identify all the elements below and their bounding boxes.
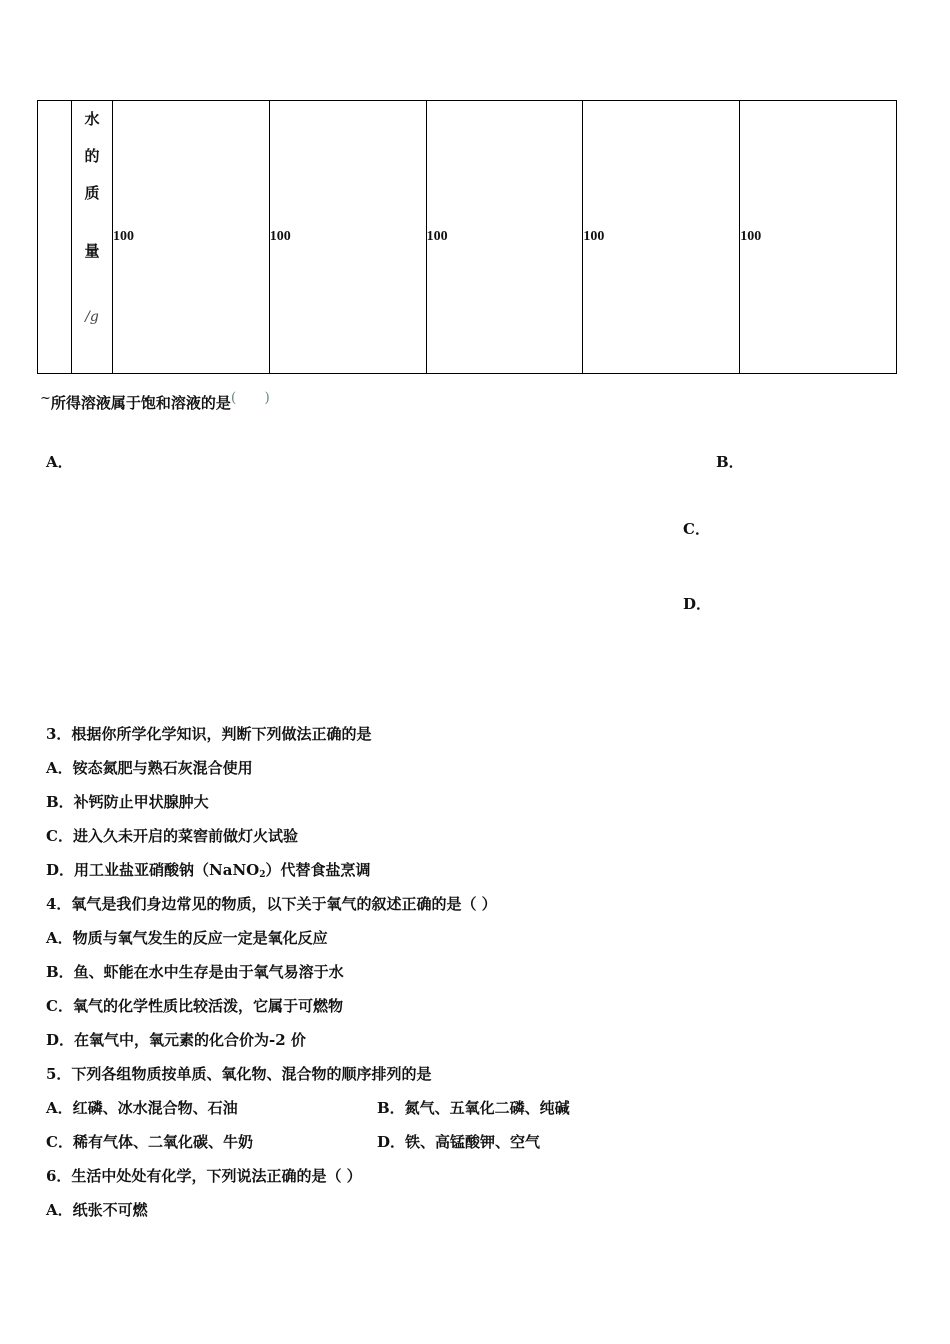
table-cell-empty — [38, 101, 72, 374]
question-3-option-c: C．进入久未开启的菜窖前做灯火试验 — [46, 827, 298, 845]
row-label-char: 的 — [84, 147, 100, 165]
question-5-stem: 5．下列各组物质按单质、氧化物、混合物的顺序排列的是 — [46, 1065, 432, 1083]
row-label-char: 质 — [84, 184, 100, 202]
row-label-char: 量 — [84, 242, 100, 260]
question-2-text: 所得溶液属于饱和溶液的是 — [50, 394, 231, 412]
data-table — [37, 100, 897, 374]
table-cell-value: 100 — [269, 101, 426, 374]
row-label-cell — [72, 101, 113, 374]
question-5-option-b: B．氮气、五氧化二磷、纯碱 — [377, 1099, 570, 1117]
question-6-stem: 6．生活中处处有化学，下列说法正确的是（ ） — [46, 1167, 362, 1185]
table-cell-value: 100 — [740, 101, 897, 374]
question-4-option-a: A．物质与氧气发生的反应一定是氧化反应 — [46, 929, 328, 947]
question-6-option-a: A．纸张不可燃 — [46, 1201, 148, 1219]
question-4-option-b: B．鱼、虾能在水中生存是由于氧气易溶于水 — [46, 963, 344, 981]
question-3-option-d — [46, 860, 371, 885]
question-3-option-d-prefix: D．用工业盐亚硝酸钠（NaNO — [46, 861, 260, 879]
option-a-label: A． — [46, 453, 73, 471]
question-5-option-d: D．铁、高锰酸钾、空气 — [377, 1133, 541, 1151]
question-2-stem — [40, 388, 270, 413]
table-cell-value: 100 — [113, 101, 270, 374]
table-cell-value: 100 — [583, 101, 740, 374]
table-cell-value: 100 — [426, 101, 583, 374]
stray-mark: ~ — [40, 391, 51, 406]
answer-paren: ( ) — [230, 390, 270, 406]
option-c-label: C． — [683, 520, 710, 538]
question-3-option-a: A．铵态氮肥与熟石灰混合使用 — [46, 759, 253, 777]
question-5-option-c: C．稀有气体、二氧化碳、牛奶 — [46, 1133, 253, 1151]
option-b-label: B． — [716, 453, 744, 471]
subscript-2: 2 — [259, 870, 266, 880]
table-row — [38, 101, 897, 374]
question-4-stem: 4．氧气是我们身边常见的物质，以下关于氧气的叙述正确的是（ ） — [46, 895, 497, 913]
question-3-option-b: B．补钙防止甲状腺肿大 — [46, 793, 209, 811]
question-4-option-d: D．在氧气中，氧元素的化合价为-2 价 — [46, 1031, 306, 1049]
row-label-unit: /g — [85, 309, 99, 325]
option-d-label: D． — [683, 595, 712, 613]
row-label-char: 水 — [84, 110, 100, 128]
question-3-stem: 3．根据你所学化学知识，判断下列做法正确的是 — [46, 725, 372, 743]
question-3-option-d-suffix: ）代替食盐烹调 — [265, 861, 371, 879]
question-5-option-a: A．红磷、冰水混合物、石油 — [46, 1099, 238, 1117]
question-4-option-c: C．氧气的化学性质比较活泼，它属于可燃物 — [46, 997, 343, 1015]
